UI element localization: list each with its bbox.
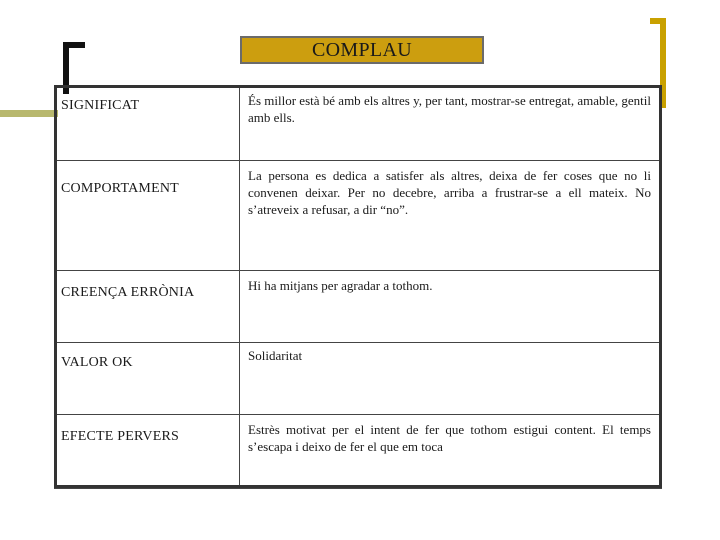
decorative-bar-left — [0, 110, 58, 117]
table-row — [55, 86, 662, 161]
decorative-bracket-right-horizontal — [650, 18, 666, 24]
table-row — [55, 343, 662, 415]
row-value: Hi ha mitjans per agradar a tothom. — [240, 271, 662, 343]
row-label: CREENÇA ERRÒNIA — [55, 271, 240, 343]
slide-title: COMPLAU — [240, 36, 484, 64]
row-value: Solidaritat — [240, 343, 662, 415]
complau-table — [54, 85, 662, 489]
row-label: EFECTE PERVERS — [55, 415, 240, 489]
row-label: SIGNIFICAT — [55, 86, 240, 161]
row-value: La persona es dedica a satisfer als altres, deixa de fer coses que no li convenen deixar. Per no decebre, arriba a frustrar-se a ell mateix. No s’atreveix a refusar, a dir “no”. — [240, 161, 662, 271]
table-row — [55, 415, 662, 489]
row-value: Estrès motivat per el intent de fer que tothom estigui content. El temps s’escapa i deixo de fer el que em toca — [240, 415, 662, 489]
row-label: VALOR OK — [55, 343, 240, 415]
decorative-bracket-left-horizontal — [63, 42, 85, 48]
table-row — [55, 271, 662, 343]
table-row — [55, 161, 662, 271]
row-label: COMPORTAMENT — [55, 161, 240, 271]
row-value: És millor està bé amb els altres y, per tant, mostrar-se entregat, amable, gentil amb ells. — [240, 86, 662, 161]
